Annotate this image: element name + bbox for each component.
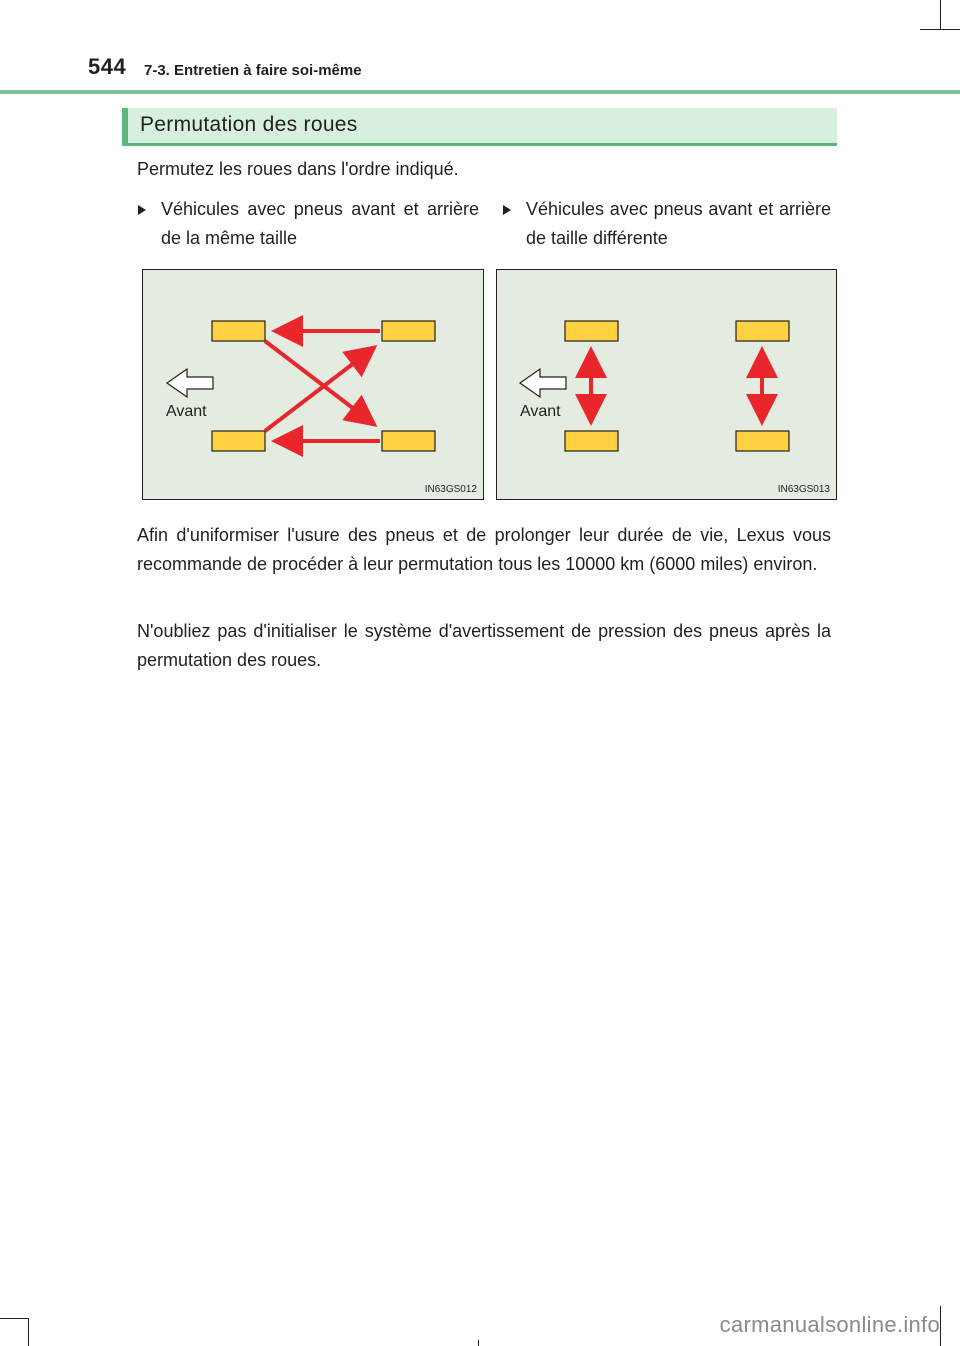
front-direction-arrow-icon — [520, 369, 566, 397]
subsection-heading-same-size: Véhicules avec pneus avant et arrière de la même taille — [161, 199, 479, 248]
figure-code: IN63GS012 — [424, 484, 477, 495]
tire-rear-right — [736, 431, 789, 451]
intro-text: Permutez les roues dans l'ordre indiqué. — [137, 159, 459, 179]
tire-front-right — [565, 431, 618, 451]
crop-mark — [940, 1306, 941, 1346]
front-label: Avant — [520, 403, 561, 420]
arrow-front-right-to-rear-left — [265, 350, 371, 431]
front-label: Avant — [166, 403, 207, 420]
section-title-bar — [122, 108, 837, 146]
tire-front-left — [565, 321, 618, 341]
tire-rear-left — [382, 321, 435, 341]
paragraph-tpms-reset: N'oubliez pas d'initialiser le système d'avertissement de pression des pneus après la permutation des roues. — [137, 621, 831, 670]
subsection-heading-different-size: Véhicules avec pneus avant et arrière de taille différente — [526, 199, 831, 248]
front-direction-arrow-icon — [167, 369, 213, 397]
crop-mark — [28, 1318, 29, 1346]
crop-mark — [920, 29, 960, 30]
tire-rear-right — [382, 431, 435, 451]
crop-mark — [940, 0, 941, 30]
tire-rear-left — [736, 321, 789, 341]
crop-mark — [478, 1340, 479, 1346]
figure-different-size-rotation — [496, 269, 837, 500]
bullet-triangle-icon — [503, 205, 511, 215]
watermark: carmanualsonline.info — [719, 1312, 940, 1337]
rotation-diagram-parallel — [497, 270, 838, 501]
crop-mark — [0, 1318, 28, 1319]
section-title: Permutation des roues — [140, 113, 358, 136]
figure-code: IN63GS013 — [777, 484, 830, 495]
tire-front-left — [212, 321, 265, 341]
running-head: 7-3. Entretien à faire soi-même — [144, 62, 362, 79]
tire-front-right — [212, 431, 265, 451]
page-number: 544 — [88, 54, 127, 79]
bullet-triangle-icon — [138, 205, 146, 215]
arrow-front-left-to-rear-right — [265, 341, 371, 422]
rotation-diagram-cross — [143, 270, 485, 501]
figure-same-size-rotation — [142, 269, 484, 500]
paragraph-rotation-interval: Afin d'uniformiser l'usure des pneus et de prolonger leur durée de vie, Lexus vous recommande de procéder à leur permutation tous les 10000 km (6000 miles) environ. — [137, 525, 831, 574]
header-rule — [0, 90, 960, 94]
